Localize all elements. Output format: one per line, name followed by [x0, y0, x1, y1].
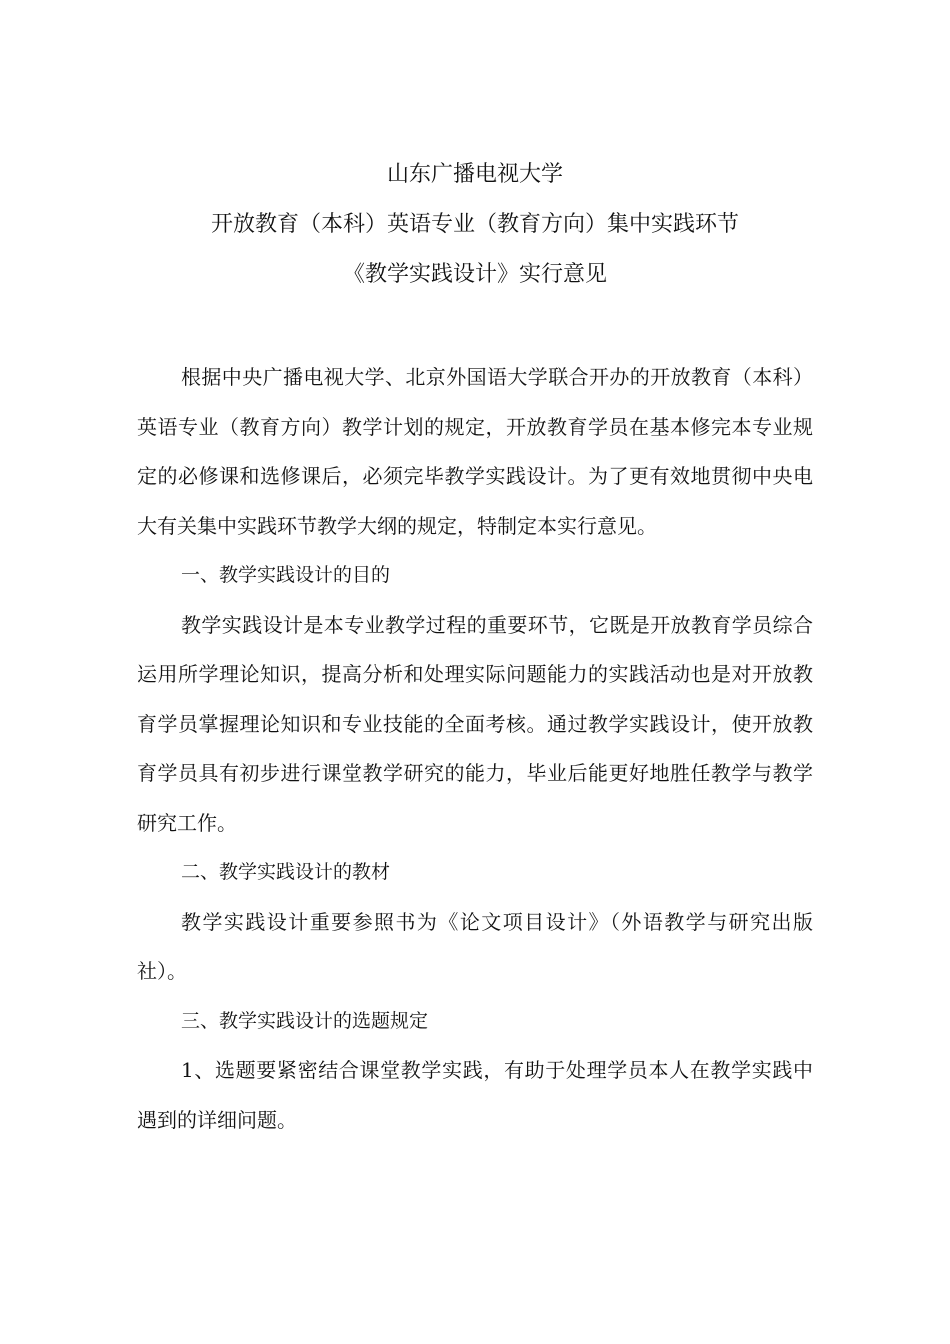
intro-paragraph: 根据中央广播电视大学、北京外国语大学联合开办的开放教育（本科）英语专业（教育方向）教学计划的规定，开放教育学员在基本修完本专业规定的必修课和选修课后，必须完毕教学实践设计。为了更有效地贯彻中央电大有关集中实践环节教学大纲的规定，特制定本实行意见。 — [137, 365, 813, 538]
title-document-name: 《教学实践设计》实行意见 — [342, 262, 607, 287]
title-program: 开放教育（本科）英语专业（教育方向）集中实践环节 — [210, 212, 739, 237]
document-body — [137, 353, 813, 1145]
section-paragraph-materials: 教学实践设计重要参照书为《论文项目设计》（外语教学与研究出版社）。 — [137, 909, 813, 983]
title-institution: 山东广播电视大学 — [386, 162, 563, 187]
section-heading-topic-rules: 三、教学实践设计的选题规定 — [181, 1009, 429, 1032]
section-paragraph-purpose: 教学实践设计是本专业教学过程的重要环节，它既是开放教育学员综合运用所学理论知识，提高分析和处理实际问题能力的实践活动也是对开放教育学员掌握理论知识和专业技能的全面考核。通过教学实践设计，使开放教育学员具有初步进行课堂教学研究的能力，毕业后能更好地胜任教学与教学研究工作。 — [137, 612, 813, 835]
section-paragraph-topic-rule-1: 1、选题要紧密结合课堂教学实践，有助于处理学员本人在教学实践中遇到的详细问题。 — [137, 1058, 813, 1132]
document-title — [0, 150, 950, 300]
section-heading-materials: 二、教学实践设计的教材 — [181, 861, 391, 883]
section-heading-purpose: 一、教学实践设计的目的 — [181, 564, 391, 586]
